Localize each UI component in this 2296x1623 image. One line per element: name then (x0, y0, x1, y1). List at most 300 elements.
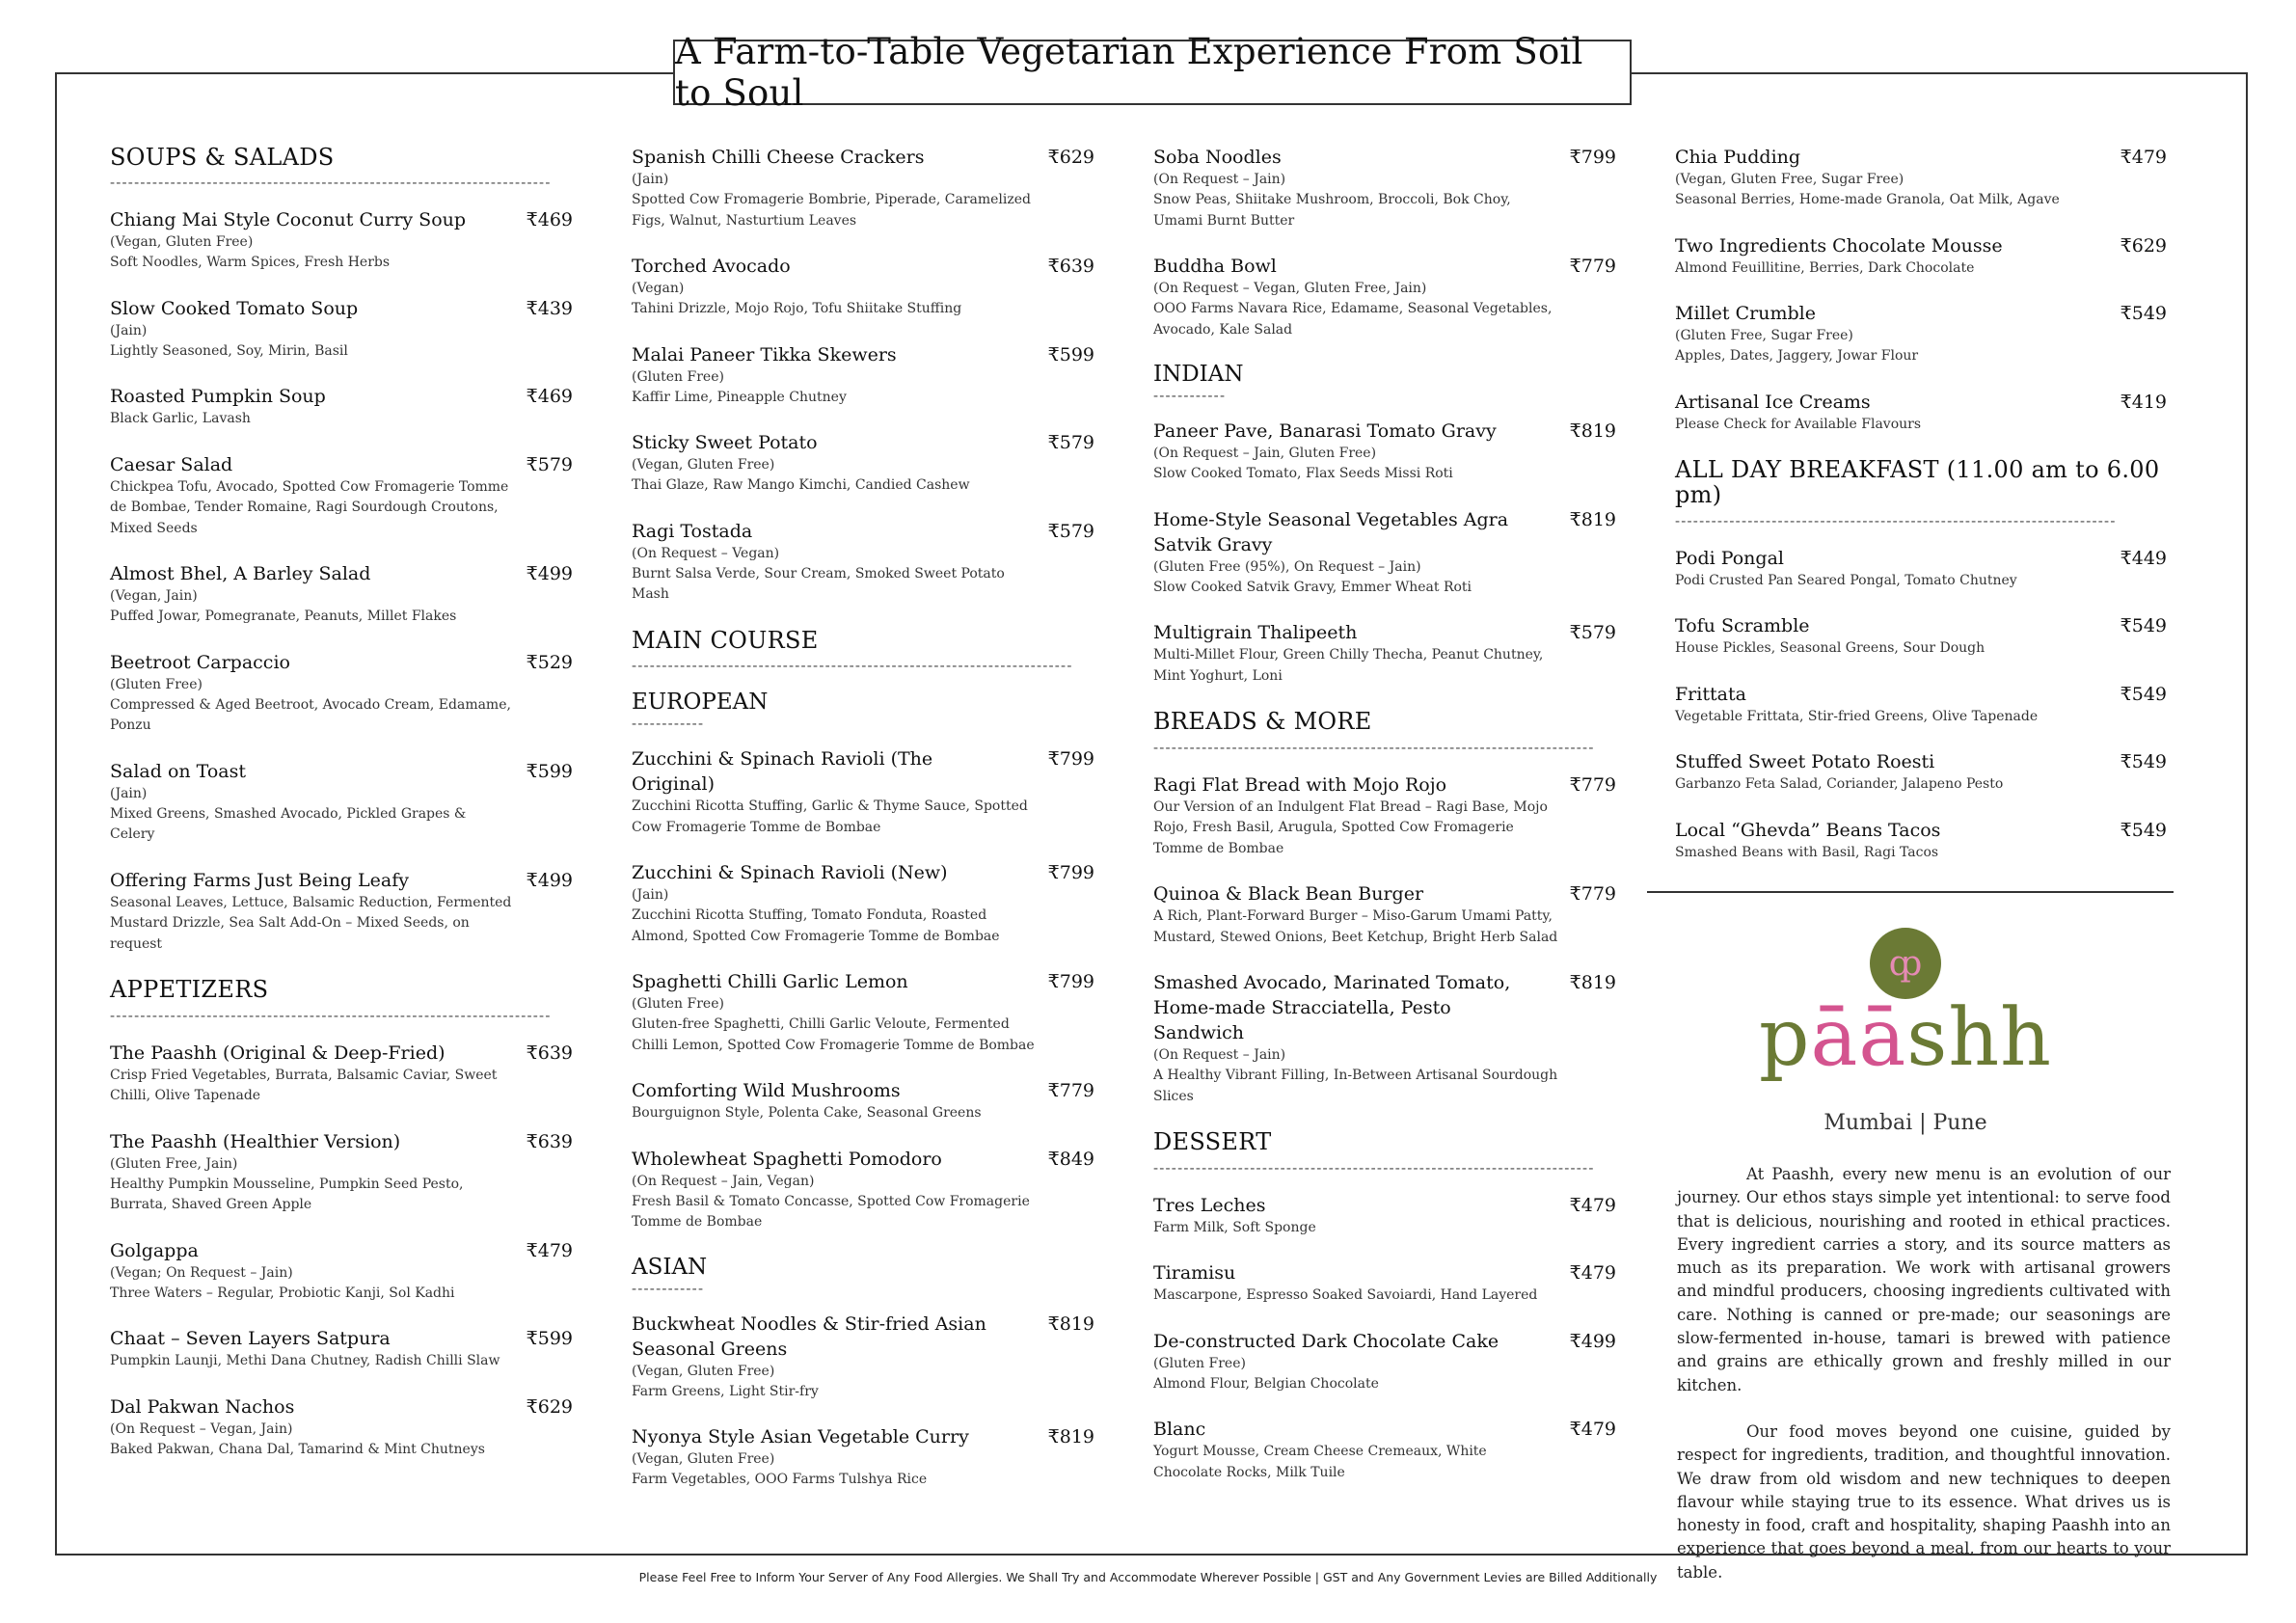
menu-item-description: Mixed Greens, Smashed Avocado, Pickled Grapes & Celery (110, 805, 467, 843)
menu-item-price: ₹639 (526, 1130, 573, 1152)
menu-item-dietary-note: (Jain) (632, 172, 669, 187)
menu-item-head (1153, 1417, 1616, 1442)
menu-item (632, 254, 1094, 320)
menu-item-price: ₹799 (1569, 147, 1616, 168)
menu-item-name: Local “Ghevda” Beans Tacos (1675, 819, 1941, 841)
menu-item-price: ₹549 (2120, 615, 2167, 637)
section-rule: ------------------------------------------------------------------------- (1153, 740, 1595, 755)
menu-item (110, 650, 573, 737)
subsection-title-indian: INDIAN (1153, 362, 1244, 387)
menu-item-head (110, 296, 573, 321)
menu-item-price: ₹819 (1047, 1426, 1094, 1448)
menu-item-description: Multi-Millet Flour, Green Chilly Thecha, Peanut Chutney, Mint Yoghurt, Loni (1153, 647, 1544, 684)
menu-item-description: Apples, Dates, Jaggery, Jowar Flour (1675, 348, 1919, 364)
menu-item-head (1675, 749, 2167, 774)
menu-item-description: A Rich, Plant-Forward Burger – Miso-Garum Umami Patty, Mustard, Stewed Onions, Beet Ketchup, Bright Herb Salad (1153, 908, 1558, 945)
menu-item (1153, 1193, 1616, 1239)
menu-item-head (632, 519, 1094, 544)
menu-item-name: Millet Crumble (1675, 303, 1816, 324)
dessert-continued-list (1675, 145, 2167, 435)
menu-item (110, 868, 573, 956)
section-title-breakfast: ALL DAY BREAKFAST (11.00 am to 6.00 pm) (1675, 456, 2160, 509)
menu-item (1153, 145, 1616, 231)
asian-continued-list (1153, 145, 1616, 340)
menu-item-head (632, 254, 1094, 279)
menu-item-description: Our Version of an Indulgent Flat Bread – Ragi Base, Mojo Rojo, Fresh Basil, Arugula, Spotted Cow Fromagerie Tomme de Bombae (1153, 798, 1548, 856)
menu-item-dietary-note: (Gluten Free) (632, 368, 724, 385)
breakfast-list (1675, 546, 2167, 864)
menu-item-description: Almond Feuillitine, Berries, Dark Chocolate (1675, 259, 1975, 276)
menu-item-price: ₹439 (526, 297, 573, 319)
menu-item-head (632, 145, 1094, 170)
menu-item-description: Podi Crusted Pan Seared Pongal, Tomato Chutney (1675, 572, 2017, 588)
subsection-title-asian: ASIAN (632, 1254, 708, 1280)
appetizers-list (110, 1041, 573, 1461)
menu-item-head (1675, 682, 2167, 707)
menu-item-price: ₹849 (1047, 1148, 1094, 1170)
menu-item-description: Lightly Seasoned, Soy, Mirin, Basil (110, 342, 348, 359)
menu-item-dietary-note: (On Request – Jain, Vegan) (632, 1173, 815, 1189)
menu-item-name: Buckwheat Noodles & Stir-fried Asian Seasonal Greens (632, 1312, 986, 1360)
menu-item (110, 759, 573, 846)
soups-list (110, 207, 573, 955)
menu-item-description: Farm Milk, Soft Sponge (1153, 1219, 1316, 1235)
menu-item-name: Quinoa & Black Bean Burger (1153, 883, 1424, 906)
menu-item-head (110, 452, 573, 477)
menu-item-price: ₹579 (1047, 520, 1094, 542)
menu-item-head (110, 868, 573, 893)
menu-item (1153, 1329, 1616, 1395)
menu-item-price: ₹479 (1569, 1419, 1616, 1441)
menu-item-head (632, 746, 1094, 797)
menu-item-head (1675, 145, 2167, 170)
menu-item-price: ₹819 (1569, 508, 1616, 530)
menu-item-name: Chaat – Seven Layers Satpura (110, 1328, 391, 1350)
menu-item-name: Roasted Pumpkin Soup (110, 386, 326, 408)
menu-item-description: Zucchini Ricotta Stuffing, Garlic & Thyme Sauce, Spotted Cow Fromagerie Tomme de Bombae (632, 798, 1028, 835)
menu-item (1675, 818, 2167, 864)
menu-item-price: ₹499 (526, 563, 573, 585)
menu-item-description: Slow Cooked Satvik Gravy, Emmer Wheat Roti (1153, 579, 1472, 595)
brand-part-2: āā (1810, 992, 1907, 1084)
menu-item-head (110, 1238, 573, 1263)
menu-item (110, 207, 573, 274)
menu-item-head (1675, 390, 2167, 415)
menu-item (632, 746, 1094, 838)
menu-item-price: ₹479 (1569, 1194, 1616, 1216)
menu-item (110, 384, 573, 430)
menu-item-description: Chickpea Tofu, Avocado, Spotted Cow Fromagerie Tomme de Bombae, Tender Romaine, Ragi Sourdough Croutons, Mixed Seeds (110, 478, 509, 536)
menu-item-description: Bourguignon Style, Polenta Cake, Seasonal Greens (632, 1105, 982, 1122)
menu-item-price: ₹599 (1047, 343, 1094, 365)
menu-item (110, 452, 573, 540)
menu-item-price: ₹819 (1047, 1312, 1094, 1335)
menu-item (632, 1312, 1094, 1403)
menu-item-price: ₹579 (1047, 432, 1094, 453)
menu-item (110, 1129, 573, 1216)
menu-item (632, 969, 1094, 1056)
footer-note: Please Feel Free to Inform Your Server of Any Food Allergies. We Shall Try and Accommodate Wherever Possible | GST and Any Government Levies are Billed Additionally (638, 1570, 1658, 1584)
indian-list (1153, 419, 1616, 687)
menu-item (1153, 881, 1616, 948)
menu-item-description: Slow Cooked Tomato, Flax Seeds Missi Roti (1153, 466, 1453, 482)
menu-item-head (110, 384, 573, 409)
menu-item-name: Ragi Flat Bread with Mojo Rojo (1153, 773, 1447, 796)
menu-item-price: ₹779 (1569, 256, 1616, 277)
menu-item-name: Golgappa (110, 1239, 199, 1261)
menu-item-dietary-note: (Jain) (110, 322, 148, 338)
brand-part-1: p (1759, 992, 1811, 1084)
menu-item-description: Pumpkin Launji, Methi Dana Chutney, Radish Chilli Slaw (110, 1353, 500, 1369)
menu-item-head (110, 759, 573, 784)
section-title-soups-salads: SOUPS & SALADS (110, 144, 335, 171)
menu-item-description: Farm Greens, Light Stir-fry (632, 1383, 819, 1399)
menu-item-head (1675, 301, 2167, 326)
section-title-dessert: DESSERT (1153, 1128, 1272, 1156)
menu-item (110, 296, 573, 363)
menu-item-price: ₹549 (2120, 819, 2167, 841)
menu-item-dietary-note: (On Request – Vegan) (632, 545, 780, 561)
about-paragraph-1: At Paashh, every new menu is an evolution of our journey. Our ethos stays simple yet intentional: to serve food that is delicious, nourishing and rooted in ethical practices. Every ingredient carries a story, and its source matters as much as its preparation. We work with artisanal growers and mindful producers, choosing ingredients cultivated with care. Nothing is canned or pre-made; our seasonings are slow-fermented in-house, tamari is brewed with patience and grains are ethically grown and freshly milled in our kitchen. (1677, 1165, 2171, 1394)
section-rule: ------------------------------------------------------------------------- (1675, 513, 2117, 528)
menu-item-dietary-note: (Vegan, Gluten Free) (110, 234, 254, 251)
menu-item-name: Spaghetti Chilli Garlic Lemon (632, 971, 908, 993)
menu-item (632, 342, 1094, 409)
menu-item-head (110, 1041, 573, 1066)
menu-item-dietary-note: (Vegan, Gluten Free, Sugar Free) (1675, 172, 1904, 187)
menu-item-name: Slow Cooked Tomato Soup (110, 297, 359, 319)
menu-item-name: Buddha Bowl (1153, 256, 1277, 277)
menu-item (110, 1041, 573, 1107)
menu-item-description: Please Check for Available Flavours (1675, 416, 1922, 432)
menu-item-head (1153, 970, 1616, 1045)
menu-item-dietary-note: (Gluten Free) (632, 996, 724, 1013)
menu-item-price: ₹799 (1047, 971, 1094, 993)
column-1 (110, 145, 573, 1482)
menu-item-name: Stuffed Sweet Potato Roesti (1675, 751, 1935, 773)
menu-item-head (110, 207, 573, 232)
menu-item-head (1153, 419, 1616, 444)
menu-item-head (632, 969, 1094, 994)
menu-item-price: ₹639 (1047, 256, 1094, 277)
menu-item-dietary-note: (Vegan, Gluten Free) (632, 1451, 775, 1468)
brand-divider (1647, 891, 2174, 893)
menu-item-dietary-note: (Gluten Free (95%), On Request – Jain) (1153, 558, 1421, 575)
asian-list (632, 1312, 1094, 1491)
menu-item-head (632, 430, 1094, 455)
menu-item-head (1675, 233, 2167, 258)
menu-item-description: Soft Noodles, Warm Spices, Fresh Herbs (110, 255, 391, 271)
menu-item-head (1675, 818, 2167, 843)
menu-item-description: Snow Peas, Shiitake Mushroom, Broccoli, Bok Choy, Umami Burnt Butter (1153, 192, 1511, 229)
menu-item-price: ₹819 (1569, 420, 1616, 443)
menu-item-head (110, 1129, 573, 1154)
menu-item-name: Paneer Pave, Banarasi Tomato Gravy (1153, 420, 1497, 443)
menu-item-price: ₹449 (2120, 547, 2167, 569)
menu-item (110, 1394, 573, 1461)
section-title-appetizers: APPETIZERS (110, 976, 269, 1004)
menu-item-head (1153, 1260, 1616, 1285)
menu-item-head (632, 1312, 1094, 1362)
menu-item-dietary-note: (On Request – Jain) (1153, 1047, 1286, 1064)
menu-item-description: Healthy Pumpkin Mousseline, Pumpkin Seed Pesto, Burrata, Shaved Green Apple (110, 1176, 464, 1213)
menu-item-description: A Healthy Vibrant Filling, In-Between Artisanal Sourdough Slices (1153, 1068, 1558, 1104)
menu-item (632, 1424, 1094, 1491)
menu-item-price: ₹499 (1569, 1330, 1616, 1352)
menu-item-head (1153, 772, 1616, 798)
menu-item-price: ₹599 (526, 760, 573, 782)
menu-item-head (1153, 620, 1616, 645)
menu-item-price: ₹419 (2120, 391, 2167, 413)
menu-item-head (110, 650, 573, 675)
logo-monogram: ȹ (1888, 944, 1923, 984)
menu-item (632, 1078, 1094, 1124)
menu-item-dietary-note: (Vegan; On Request – Jain) (110, 1264, 293, 1281)
about-text (1677, 1163, 2171, 1608)
menu-item-head (1675, 546, 2167, 571)
menu-item-name: Sticky Sweet Potato (632, 432, 818, 453)
column-4 (1675, 145, 2167, 885)
menu-item-name: Malai Paneer Tikka Skewers (632, 343, 897, 365)
subsection-title-european: EUROPEAN (632, 689, 769, 715)
menu-item-name: Two Ingredients Chocolate Mousse (1675, 234, 2003, 257)
menu-item-description: Seasonal Berries, Home-made Granola, Oat Milk, Agave (1675, 192, 2060, 207)
menu-item-price: ₹599 (526, 1328, 573, 1350)
menu-item (632, 860, 1094, 947)
menu-item-head (632, 1078, 1094, 1103)
menu-item-dietary-note: (Jain) (632, 887, 669, 904)
menu-item-price: ₹529 (526, 651, 573, 673)
menu-item (1153, 1260, 1616, 1307)
menu-item-price: ₹469 (526, 209, 573, 231)
menu-item-dietary-note: (On Request – Vegan, Jain) (110, 1420, 293, 1437)
brand-wordmark (1736, 992, 2075, 1084)
dessert-list (1153, 1193, 1616, 1484)
menu-item-head (110, 1326, 573, 1351)
menu-item-price: ₹629 (2120, 234, 2167, 257)
menu-item (1675, 546, 2167, 592)
menu-item-head (1153, 507, 1616, 557)
menu-item-name: Caesar Salad (110, 453, 233, 475)
column-3 (1153, 145, 1616, 1505)
menu-item-name: Ragi Tostada (632, 520, 753, 542)
section-rule: ------------------------------------------------------------------------- (1153, 1160, 1595, 1176)
menu-item-head (110, 561, 573, 586)
menu-item-name: The Paashh (Original & Deep-Fried) (110, 1041, 446, 1064)
menu-item-head (632, 860, 1094, 885)
menu-item-price: ₹549 (2120, 303, 2167, 324)
menu-item-head (1153, 1193, 1616, 1218)
subsection-rule: ------------ (1153, 389, 1227, 404)
breads-list (1153, 772, 1616, 1108)
menu-item-price: ₹469 (526, 386, 573, 408)
menu-item-description: Compressed & Aged Beetroot, Avocado Cream, Edamame, Ponzu (110, 696, 511, 734)
menu-item-price: ₹549 (2120, 751, 2167, 773)
menu-item-head (1153, 254, 1616, 279)
menu-item-dietary-note: (Vegan, Gluten Free) (632, 1363, 775, 1379)
menu-item-head (1153, 1329, 1616, 1354)
subsection-rule: ------------ (632, 1281, 705, 1296)
menu-item-name: De-constructed Dark Chocolate Cake (1153, 1330, 1499, 1352)
menu-item-dietary-note: (On Request – Jain, Gluten Free) (1153, 446, 1377, 462)
menu-item-description: Mascarpone, Espresso Soaked Savoiardi, Hand Layered (1153, 1287, 1538, 1304)
brand-part-3: shh (1906, 992, 2052, 1084)
menu-item-name: Tres Leches (1153, 1194, 1266, 1216)
menu-item-name: Spanish Chilli Cheese Crackers (632, 147, 925, 168)
menu-item (632, 145, 1094, 231)
menu-item-name: Blanc (1153, 1419, 1206, 1441)
menu-item-description: Vegetable Frittata, Stir-fried Greens, Olive Tapenade (1675, 708, 2039, 724)
menu-item-description: Burnt Salsa Verde, Sour Cream, Smoked Sweet Potato Mash (632, 565, 1005, 602)
menu-item-description: House Pickles, Seasonal Greens, Sour Dough (1675, 640, 1985, 657)
section-rule: ------------------------------------------------------------------------- (632, 658, 1073, 673)
menu-item-description: Crisp Fried Vegetables, Burrata, Balsamic Caviar, Sweet Chilli, Olive Tapenade (110, 1067, 498, 1104)
menu-item-head (110, 1394, 573, 1420)
menu-item-price: ₹799 (1047, 748, 1094, 771)
menu-item-description: Spotted Cow Fromagerie Bombrie, Piperade, Caramelized Figs, Walnut, Nasturtium Leaves (632, 192, 1031, 229)
menu-item (1675, 682, 2167, 728)
menu-item-name: Zucchini & Spinach Ravioli (New) (632, 862, 948, 884)
menu-item (110, 1326, 573, 1372)
menu-item-name: Nyonya Style Asian Vegetable Curry (632, 1426, 969, 1448)
about-paragraph-2: Our food moves beyond one cuisine, guided by respect for ingredients, tradition, and thoughtful innovation. We draw from old wisdom and new techniques to deepen flavour while staying true to its essence. What drives us is honesty in food, craft and hospitality, shaping Paashh into an experience that goes beyond a meal, from our hearts to your table. (1677, 1421, 2171, 1582)
menu-item-name: Chia Pudding (1675, 147, 1801, 168)
menu-item-price: ₹499 (526, 869, 573, 891)
menu-title: A Farm-to-Table Vegetarian Experience From Soil to Soul (673, 40, 1632, 105)
menu-item (1153, 254, 1616, 340)
menu-item-description: Yogurt Mousse, Cream Cheese Cremeaux, White Chocolate Rocks, Milk Tuile (1153, 1444, 1487, 1480)
menu-item-price: ₹549 (2120, 683, 2167, 705)
column-2 (632, 145, 1094, 1513)
menu-item-description: Smashed Beans with Basil, Ragi Tacos (1675, 844, 1939, 860)
menu-item-name: Home-Style Seasonal Vegetables Agra Satvik Gravy (1153, 508, 1509, 555)
section-title-breads: BREADS & MORE (1153, 708, 1372, 736)
menu-item (1675, 390, 2167, 436)
menu-item (1675, 145, 2167, 211)
menu-item-price: ₹479 (526, 1239, 573, 1261)
menu-item-price: ₹479 (1569, 1262, 1616, 1285)
menu-item-name: Almost Bhel, A Barley Salad (110, 563, 371, 585)
menu-item-price: ₹779 (1569, 773, 1616, 796)
menu-item-name: Salad on Toast (110, 760, 247, 782)
menu-item-name: Comforting Wild Mushrooms (632, 1080, 901, 1102)
menu-item-dietary-note: (Vegan) (632, 281, 685, 296)
menu-item-name: Offering Farms Just Being Leafy (110, 869, 409, 891)
menu-item-dietary-note: (Vegan, Gluten Free) (632, 457, 775, 473)
menu-item (1153, 620, 1616, 687)
menu-item-price: ₹629 (1047, 147, 1094, 168)
menu-item-head (1675, 613, 2167, 638)
menu-item-description: Baked Pakwan, Chana Dal, Tamarind & Mint Chutneys (110, 1441, 485, 1457)
menu-item-name: Chiang Mai Style Coconut Curry Soup (110, 209, 467, 231)
menu-item-name: Zucchini & Spinach Ravioli (The Original) (632, 748, 933, 796)
menu-item-price: ₹579 (526, 453, 573, 475)
menu-item-name: The Paashh (Healthier Version) (110, 1130, 401, 1152)
menu-item-head (1153, 145, 1616, 170)
menu-item-description: Kaffir Lime, Pineapple Chutney (632, 389, 847, 405)
menu-item-dietary-note: (Gluten Free) (1153, 1355, 1246, 1371)
menu-item-head (632, 1424, 1094, 1449)
menu-item-description: Gluten-free Spaghetti, Chilli Garlic Veloute, Fermented Chilli Lemon, Spotted Cow Fromagerie Tomme de Bombae (632, 1016, 1035, 1053)
menu-item-description: Tahini Drizzle, Mojo Rojo, Tofu Shiitake Stuffing (632, 301, 962, 316)
menu-item-price: ₹639 (526, 1041, 573, 1064)
menu-item-dietary-note: (Vegan, Jain) (110, 588, 198, 605)
menu-item-price: ₹779 (1047, 1080, 1094, 1102)
section-rule: ------------------------------------------------------------------------- (110, 176, 552, 191)
menu-item (1153, 1417, 1616, 1483)
brand-cities: Mumbai | Pune (1823, 1111, 1987, 1135)
menu-item-description: Garbanzo Feta Salad, Coriander, Jalapeno Pesto (1675, 776, 2004, 793)
menu-item-price: ₹819 (1569, 972, 1616, 994)
menu-item-head (632, 342, 1094, 367)
menu-item-name: Multigrain Thalipeeth (1153, 622, 1358, 644)
menu-item-price: ₹579 (1569, 622, 1616, 644)
section-rule: ------------------------------------------------------------------------- (110, 1008, 552, 1023)
menu-item-description: Three Waters – Regular, Probiotic Kanji, Sol Kadhi (110, 1285, 455, 1301)
menu-item (1153, 970, 1616, 1107)
menu-item-description: Seasonal Leaves, Lettuce, Balsamic Reduction, Fermented Mustard Drizzle, Sea Salt Add-On – Mixed Seeds, on request (110, 894, 512, 952)
menu-item-description: Almond Flour, Belgian Chocolate (1153, 1375, 1379, 1392)
menu-item-name: Torched Avocado (632, 256, 791, 277)
menu-item-name: Artisanal Ice Creams (1675, 391, 1871, 413)
menu-item-price: ₹799 (1047, 862, 1094, 884)
menu-item (1153, 772, 1616, 860)
menu-item (110, 1238, 573, 1305)
menu-item-description: Black Garlic, Lavash (110, 411, 251, 427)
menu-item-name: Tofu Scramble (1675, 615, 1810, 637)
menu-item-description: OOO Farms Navara Rice, Edamame, Seasonal Vegetables, Avocado, Kale Salad (1153, 301, 1553, 338)
menu-item-price: ₹779 (1569, 883, 1616, 906)
menu-item (1153, 419, 1616, 485)
menu-item-description: Puffed Jowar, Pomegranate, Peanuts, Millet Flakes (110, 609, 457, 625)
menu-item-head (1153, 881, 1616, 906)
menu-item (632, 519, 1094, 606)
menu-item-head (632, 1147, 1094, 1172)
menu-item-description: Farm Vegetables, OOO Farms Tulshya Rice (632, 1472, 928, 1488)
menu-item-dietary-note: (Gluten Free, Sugar Free) (1675, 328, 1853, 343)
menu-item-name: Frittata (1675, 683, 1746, 705)
menu-item (1153, 507, 1616, 599)
subsection-rule: ------------ (632, 717, 705, 732)
menu-item-description: Zucchini Ricotta Stuffing, Tomato Fonduta, Roasted Almond, Spotted Cow Fromagerie Tomme de Bombae (632, 907, 1000, 944)
menu-item (632, 1147, 1094, 1233)
menu-item-name: Beetroot Carpaccio (110, 651, 290, 673)
menu-item-dietary-note: (Gluten Free) (110, 676, 203, 692)
menu-item-dietary-note: (Gluten Free, Jain) (110, 1155, 238, 1172)
appetizers-continued-list (632, 145, 1094, 606)
menu-item-price: ₹479 (2120, 147, 2167, 168)
menu-item-name: Tiramisu (1153, 1262, 1236, 1285)
menu-item (1675, 233, 2167, 280)
menu-item (632, 430, 1094, 497)
menu-item (1675, 749, 2167, 796)
menu-item-dietary-note: (On Request – Vegan, Gluten Free, Jain) (1153, 281, 1427, 296)
menu-item (1675, 613, 2167, 660)
menu-item-price: ₹629 (526, 1395, 573, 1418)
menu-item-name: Wholewheat Spaghetti Pomodoro (632, 1148, 942, 1170)
menu-item-dietary-note: (On Request – Jain) (1153, 172, 1286, 187)
menu-item-name: Dal Pakwan Nachos (110, 1395, 295, 1418)
menu-item-description: Thai Glaze, Raw Mango Kimchi, Candied Cashew (632, 477, 970, 493)
menu-item-name: Podi Pongal (1675, 547, 1784, 569)
menu-item-name: Soba Noodles (1153, 147, 1282, 168)
menu-item-dietary-note: (Jain) (110, 785, 148, 801)
menu-item (1675, 301, 2167, 367)
menu-item-name: Smashed Avocado, Marinated Tomato, Home-made Stracciatella, Pesto Sandwich (1153, 972, 1511, 1044)
menu-item-description: Fresh Basil & Tomato Concasse, Spotted Cow Fromagerie Tomme de Bombae (632, 1193, 1030, 1231)
european-list (632, 746, 1094, 1233)
section-title-main-course: MAIN COURSE (632, 626, 819, 654)
